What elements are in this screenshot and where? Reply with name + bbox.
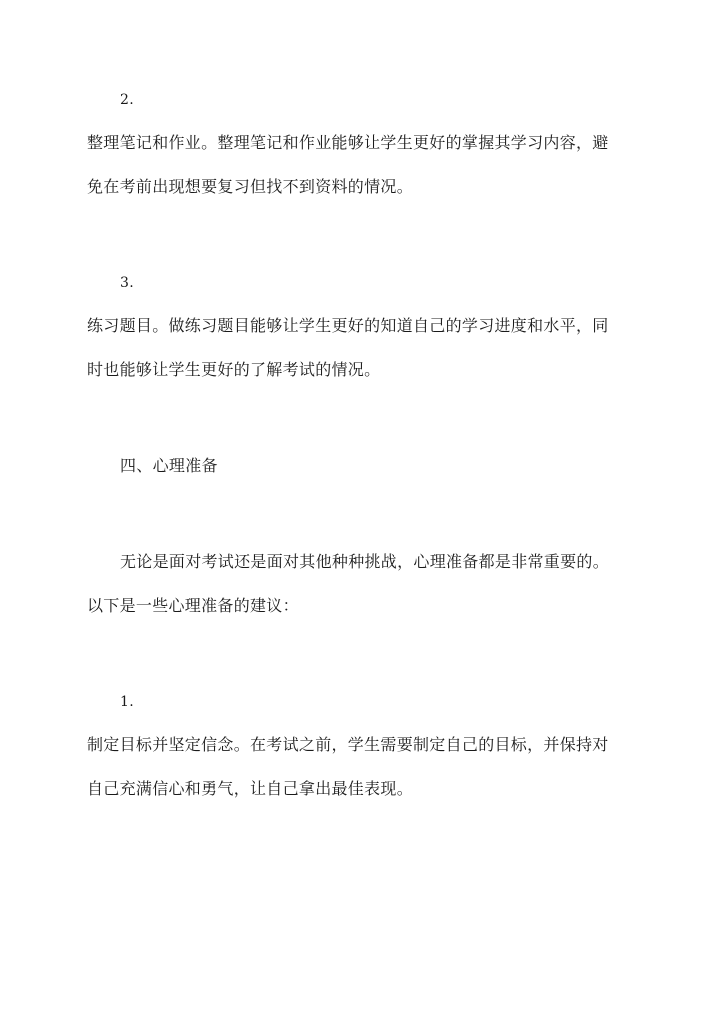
item-3-line-2: 时也能够让学生更好的了解考试的情况。: [87, 360, 381, 379]
intro-line-1: 无论是面对考试还是面对其他种种挑战，心理准备都是非常重要的。: [120, 552, 610, 571]
item-2-line-1: 整理笔记和作业。整理笔记和作业能够让学生更好的掌握其学习内容，避: [87, 133, 609, 152]
intro-line-2: 以下是一些心理准备的建议：: [87, 596, 299, 615]
mental-1-line-2: 自己充满信心和勇气，让自己拿出最佳表现。: [87, 779, 414, 798]
mental-1-line-1: 制定目标并坚定信念。在考试之前，学生需要制定自己的目标，并保持对: [87, 735, 609, 754]
item-3-line-1: 练习题目。做练习题目能够让学生更好的知道自己的学习进度和水平，同: [87, 316, 609, 335]
mental-1-number: 1.: [120, 694, 134, 710]
item-3-number: 3.: [120, 275, 134, 291]
item-2-number: 2.: [120, 92, 134, 108]
section-heading-4: 四、心理准备: [120, 456, 218, 475]
item-2-line-2: 免在考前出现想要复习但找不到资料的情况。: [87, 177, 414, 196]
